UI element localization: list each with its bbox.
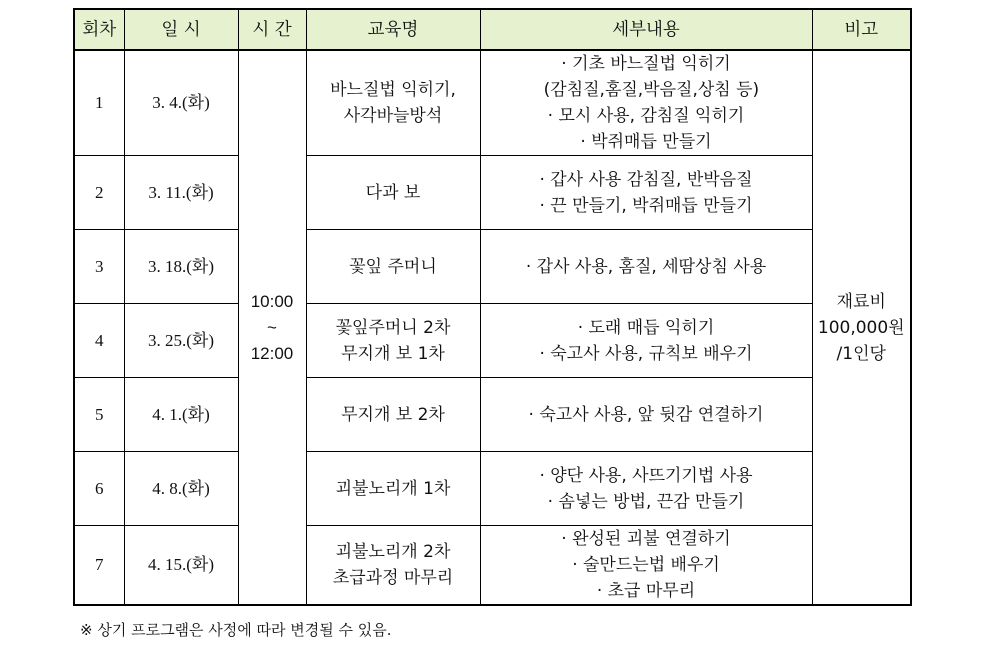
detail-line: · 숙고사 사용, 앞 뒷감 연결하기 <box>528 404 764 425</box>
course-name <box>306 452 480 526</box>
course-line: 다과 보 <box>365 182 421 203</box>
round-number: 5 <box>74 378 124 452</box>
detail-line: · 갑사 사용 감침질, 반박음질 <box>539 169 753 190</box>
round-number: 1 <box>74 50 124 156</box>
round-number: 7 <box>74 526 124 606</box>
session-date: 4. 15.(화) <box>124 526 238 606</box>
schedule-table <box>73 8 912 606</box>
time-cell <box>238 50 306 605</box>
note-line: 재료비 <box>836 291 886 312</box>
course-name <box>306 156 480 230</box>
course-name <box>306 526 480 606</box>
detail-line: · 술만드는법 배우기 <box>572 555 720 575</box>
header-course: 교육명 <box>306 9 480 50</box>
detail-cell <box>480 156 812 230</box>
course-line: 꽃잎주머니 2차 <box>335 317 451 338</box>
header-time: 시 간 <box>238 9 306 50</box>
table-row <box>74 304 911 378</box>
session-date: 3. 4.(화) <box>124 50 238 156</box>
course-name <box>306 230 480 304</box>
time-separator: ~ <box>267 317 277 337</box>
session-date: 4. 8.(화) <box>124 452 238 526</box>
table-row <box>74 156 911 230</box>
detail-line: · 도래 매듭 익히기 <box>577 317 715 338</box>
note-line: /1인당 <box>836 343 886 364</box>
table-row <box>74 452 911 526</box>
time-start: 10:00 <box>250 291 294 311</box>
course-line: 무지개 보 2차 <box>341 404 445 425</box>
round-number: 4 <box>74 304 124 378</box>
course-name <box>306 50 480 156</box>
course-line: 괴불노리개 2차 <box>335 542 451 562</box>
detail-cell <box>480 526 812 606</box>
table-row <box>74 526 911 606</box>
table-row <box>74 50 911 156</box>
time-end: 12:00 <box>250 343 294 363</box>
round-number: 3 <box>74 230 124 304</box>
note-line: 100,000원 <box>817 317 905 338</box>
round-number: 6 <box>74 452 124 526</box>
session-date: 3. 18.(화) <box>124 230 238 304</box>
detail-line: · 갑사 사용, 홈질, 세땀상침 사용 <box>525 256 767 277</box>
header-date: 일 시 <box>124 9 238 50</box>
session-date: 3. 11.(화) <box>124 156 238 230</box>
course-line: 괴불노리개 1차 <box>335 478 451 499</box>
header-detail: 세부내용 <box>480 9 812 50</box>
course-line: 무지개 보 1차 <box>341 343 445 364</box>
table-row <box>74 378 911 452</box>
detail-line: · 초급 마무리 <box>596 581 696 601</box>
round-number: 2 <box>74 156 124 230</box>
detail-line: (감침질,홈질,박음질,상침 등) <box>532 80 760 100</box>
header-row <box>74 9 911 50</box>
session-date: 3. 25.(화) <box>124 304 238 378</box>
detail-cell <box>480 452 812 526</box>
detail-cell <box>480 50 812 156</box>
detail-cell <box>480 304 812 378</box>
detail-line: · 기초 바느질법 익히기 <box>561 54 731 74</box>
session-date: 4. 1.(화) <box>124 378 238 452</box>
course-line: 바느질법 익히기, <box>330 80 456 100</box>
detail-line: · 숙고사 사용, 규칙보 배우기 <box>539 343 753 364</box>
detail-line: · 솜넣는 방법, 끈감 만들기 <box>547 491 745 512</box>
detail-line: · 완성된 괴불 연결하기 <box>561 529 731 549</box>
course-line: 초급과정 마무리 <box>332 568 454 588</box>
course-line: 꽃잎 주머니 <box>349 256 437 277</box>
course-name <box>306 378 480 452</box>
note-cell <box>812 50 911 605</box>
detail-cell <box>480 230 812 304</box>
header-round: 회차 <box>74 9 124 50</box>
detail-line: · 끈 만들기, 박쥐매듭 만들기 <box>539 195 753 216</box>
course-line: 사각바늘방석 <box>343 106 443 126</box>
footnote: ※ 상기 프로그램은 사정에 따라 변경될 수 있음. <box>80 621 392 639</box>
table-row <box>74 230 911 304</box>
detail-line: · 박쥐매듭 만들기 <box>580 132 712 152</box>
detail-line: · 모시 사용, 감침질 익히기 <box>547 106 745 126</box>
header-note: 비고 <box>812 9 911 50</box>
course-name <box>306 304 480 378</box>
detail-line: · 양단 사용, 사뜨기기법 사용 <box>539 465 753 486</box>
detail-cell <box>480 378 812 452</box>
